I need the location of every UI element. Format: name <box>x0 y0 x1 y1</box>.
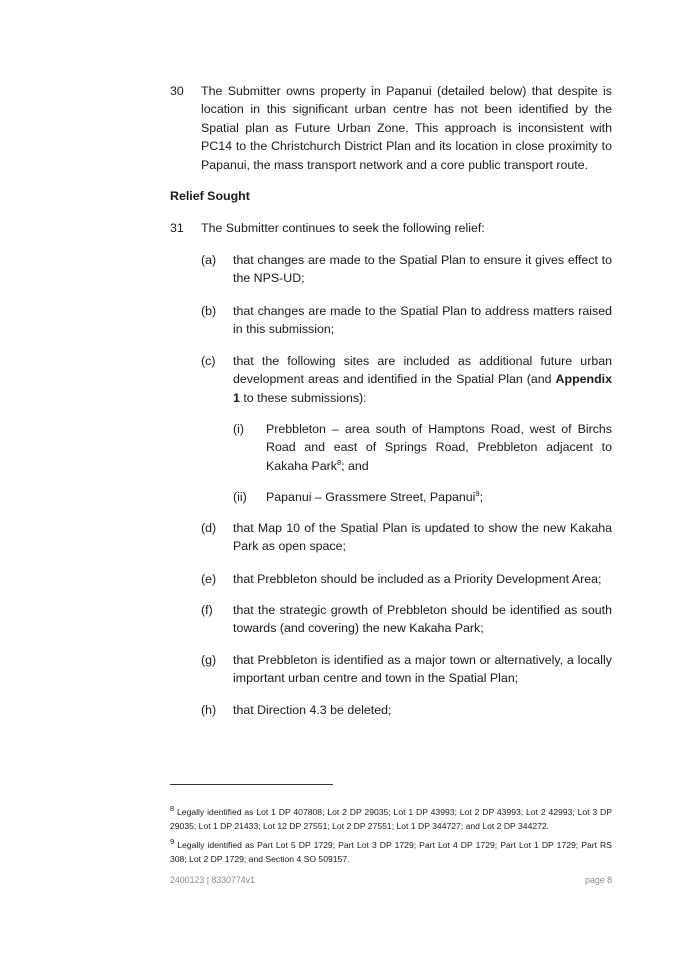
page-number: page 8 <box>585 875 612 885</box>
footnote-ref-8: 8 <box>336 457 342 467</box>
subitem-label-ii: (ii) <box>233 490 247 504</box>
relief-sought-heading: Relief Sought <box>170 189 250 203</box>
footnote-8-number: 8 <box>170 804 175 814</box>
paragraph-30-text: The Submitter owns property in Papanui (detailed below) that despite is location in this significant urban centre has not been identified by the Spatial plan as Future Urban Zone. This approach is inconsistent with PC14 to the Christchurch District Plan and its location in close proximity to Papanui, the mass transport network and a core public transport route. <box>201 84 612 172</box>
item-c-text-before: that the following sites are included as additional future urban development areas and identified in the Spatial Plan (and <box>233 354 612 387</box>
item-label-e: (e) <box>201 572 217 586</box>
item-label-h: (h) <box>201 703 217 717</box>
item-a-text: that changes are made to the Spatial Plan to ensure it gives effect to the NPS-UD; <box>233 253 612 286</box>
footnote-9-text: Legally identified as Part Lot 5 DP 1729; Part Lot 3 DP 1729; Part Lot 4 DP 1729; Part Lot 1 DP 1729; Part RS 308; Lot 2 DP 1729; and Section 4 SO 509157. <box>170 840 612 864</box>
item-label-d: (d) <box>201 521 217 535</box>
subitem-i-suffix: ; and <box>341 458 369 473</box>
document-reference: 2400123 | 8330774v1 <box>170 875 255 885</box>
footnote-separator <box>170 784 333 785</box>
appendix-reference: Appendix 1 <box>233 372 612 405</box>
item-b-text: that changes are made to the Spatial Plan to address matters raised in this submission; <box>233 304 612 337</box>
item-e-text: that Prebbleton should be included as a Priority Development Area; <box>233 572 602 586</box>
paragraph-31-text: The Submitter continues to seek the following relief: <box>201 221 485 235</box>
item-label-a: (a) <box>201 253 217 267</box>
item-h-text: that Direction 4.3 be deleted; <box>233 703 392 717</box>
subitem-i-body: Prebbleton – area south of Hamptons Road, west of Birchs Road and east of Springs Road, Prebbleton adjacent to Kakaha Park <box>266 422 612 473</box>
item-label-c: (c) <box>201 354 216 368</box>
item-f-text: that the strategic growth of Prebbleton should be identified as south towards (and covering) the new Kakaha Park; <box>233 603 612 636</box>
footnote-8 <box>170 806 612 833</box>
footnote-9-number: 9 <box>170 837 175 847</box>
subitem-ii-text <box>266 488 612 506</box>
footnote-8-text: Legally identified as Lot 1 DP 407808; Lot 2 DP 29035; Lot 1 DP 43993; Lot 2 DP 43993; Lot 2 42993; Lot 3 DP 29035; Lot 1 DP 21433; Lot 12 DP 27551; Lot 2 DP 27551; Lot 1 DP 344727; and Lot 2 DP 344272. <box>170 807 612 831</box>
item-d-text: that Map 10 of the Spatial Plan is updated to show the new Kakaha Park as open space; <box>233 521 612 554</box>
subitem-ii-suffix: ; <box>479 490 484 504</box>
paragraph-number-31: 31 <box>170 221 184 235</box>
item-c-text <box>233 352 612 407</box>
item-g-text: that Prebbleton is identified as a major town or alternatively, a locally important urban centre and town in the Spatial Plan; <box>233 653 612 686</box>
subitem-i-text <box>266 420 612 475</box>
item-c-text-after: to these submissions): <box>239 390 367 405</box>
footnote-ref-9: 9 <box>475 488 480 498</box>
paragraph-number-30: 30 <box>170 84 184 98</box>
item-label-f: (f) <box>201 603 213 617</box>
subitem-label-i: (i) <box>233 422 245 436</box>
item-label-b: (b) <box>201 304 217 318</box>
item-label-g: (g) <box>201 653 217 667</box>
subitem-ii-body: Papanui – Grassmere Street, Papanui <box>266 490 476 504</box>
footnote-9 <box>170 839 612 866</box>
